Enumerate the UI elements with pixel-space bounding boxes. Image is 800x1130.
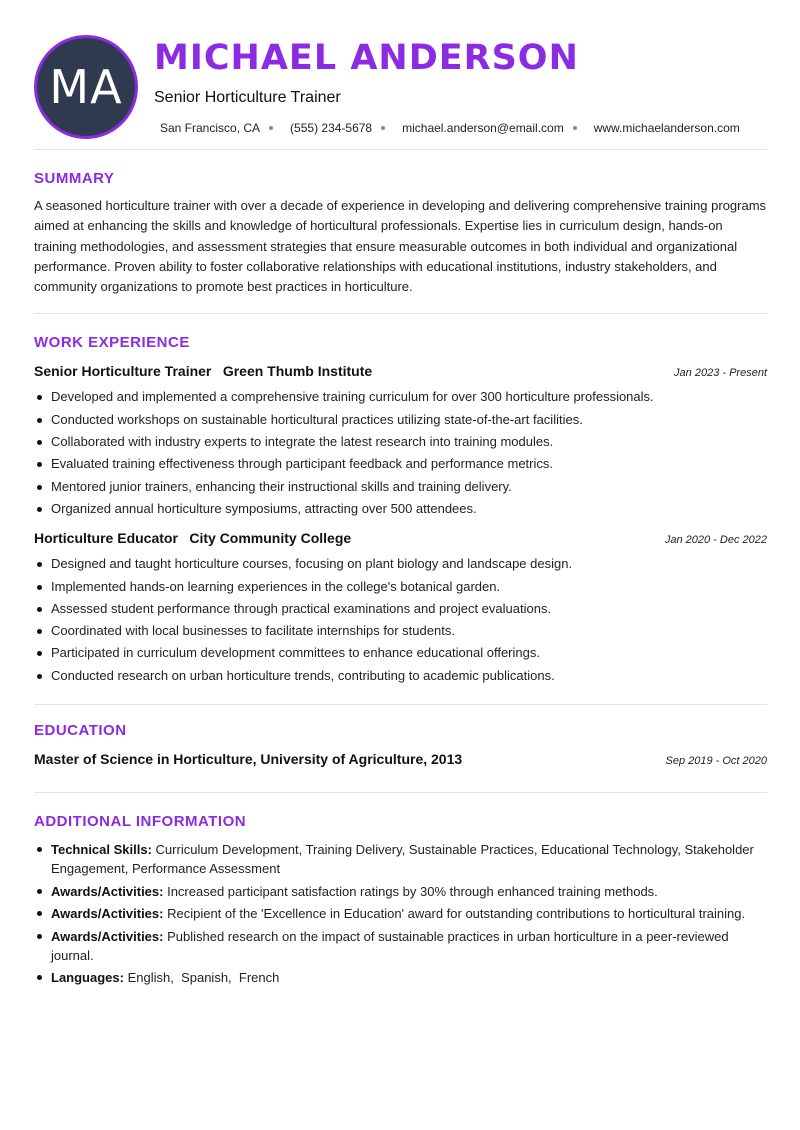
info-label: Awards/Activities: — [51, 906, 164, 922]
summary-section — [34, 150, 767, 314]
contact-bar — [160, 121, 740, 135]
summary-text: A seasoned horticulture trainer with over a decade of experience in developing and delivering comprehensive training programs aimed at enhancing the skills and knowledge of horticultural professionals. Expertise lies in curriculum design, hands-on training methodologies, and assessment strategies that ensure measurable outcomes in both individual and organizational performance. Proven ability to foster collaborative relationships with educational institutions, industry stakeholders, and community organizations to promote best practices in horticulture. — [34, 198, 767, 295]
section-heading: EDUCATION — [34, 722, 127, 740]
list-item: Evaluated training effectiveness through participant feedback and performance metrics. — [34, 453, 767, 475]
resume-header — [34, 0, 767, 150]
list-item — [34, 904, 767, 923]
job-heading — [34, 530, 351, 548]
job-bullets — [34, 553, 767, 687]
education-degree: Master of Science in Horticulture, University of Agriculture, 2013 — [34, 751, 463, 768]
job-heading — [34, 363, 372, 381]
list-item: Organized annual horticulture symposiums, attracting over 500 attendees. — [34, 498, 767, 520]
list-item: Collaborated with industry experts to integrate the latest research into training modules. — [34, 431, 767, 453]
education-dates: Sep 2019 - Oct 2020 — [665, 755, 767, 768]
list-item: Participated in curriculum development committees to enhance educational offerings. — [34, 642, 767, 664]
list-item — [34, 840, 767, 878]
avatar — [34, 35, 138, 139]
job-entry — [34, 363, 767, 520]
info-text: Curriculum Development, Training Delivery, Sustainable Practices, Educational Technology, Stakeholder Engagement, Performance Assessment — [51, 842, 754, 877]
list-item: Conducted research on urban horticulture trends, contributing to academic publications. — [34, 665, 767, 687]
section-heading: SUMMARY — [34, 170, 115, 187]
candidate-title: Senior Horticulture Trainer — [154, 89, 341, 106]
job-role: Senior Horticulture Trainer — [34, 363, 212, 380]
list-item: Implemented hands-on learning experiences in the college's botanical garden. — [34, 576, 767, 598]
job-role: Horticulture Educator — [34, 530, 178, 547]
job-dates: Jan 2023 - Present — [674, 367, 767, 380]
list-item — [34, 968, 767, 987]
contact-website[interactable]: www.michaelanderson.com — [593, 121, 740, 135]
info-text: Increased participant satisfaction ratings by 30% through enhanced training methods. — [167, 883, 658, 899]
list-item: Assessed student performance through practical examinations and project evaluations. — [34, 598, 767, 620]
additional-info-section — [34, 793, 767, 1007]
contact-phone: (555) 234-5678 — [290, 121, 373, 135]
job-bullets — [34, 386, 767, 520]
job-header — [34, 363, 767, 381]
info-text: Recipient of the 'Excellence in Education' award for outstanding contributions to horticultural training. — [167, 906, 746, 922]
work-experience-section — [34, 314, 767, 705]
contact-location: San Francisco, CA — [160, 121, 261, 135]
job-dates: Jan 2020 - Dec 2022 — [664, 534, 767, 547]
job-header — [34, 530, 767, 548]
list-item: Mentored junior trainers, enhancing their instructional skills and training delivery. — [34, 476, 767, 498]
additional-info-list — [34, 840, 767, 987]
section-heading: WORK EXPERIENCE — [34, 334, 190, 352]
info-text: English, Spanish, French — [127, 970, 280, 986]
info-label: Awards/Activities: — [51, 883, 164, 899]
info-label: Technical Skills: — [51, 842, 152, 858]
info-label: Languages: — [51, 970, 124, 986]
contact-email[interactable]: michael.anderson@email.com — [402, 121, 564, 135]
job-company: Green Thumb Institute — [222, 363, 373, 380]
list-item: Designed and taught horticulture courses, focusing on plant biology and landscape design. — [34, 553, 767, 575]
job-company: City Community College — [189, 530, 352, 547]
job-entry — [34, 530, 767, 687]
education-entry — [34, 751, 767, 767]
list-item — [34, 882, 767, 901]
candidate-name: MICHAEL ANDERSON — [154, 38, 579, 78]
separator-dot — [573, 126, 577, 130]
info-label: Awards/Activities: — [51, 928, 164, 944]
list-item — [34, 927, 767, 965]
list-item: Conducted workshops on sustainable horticultural practices utilizing state-of-the-art facilities. — [34, 409, 767, 431]
separator-dot — [381, 126, 385, 130]
avatar-initials: MA — [49, 60, 123, 114]
list-item: Coordinated with local businesses to facilitate internships for students. — [34, 620, 767, 642]
section-heading: ADDITIONAL INFORMATION — [34, 813, 247, 831]
info-text: Published research on the impact of sustainable practices in urban horticulture in a peer-reviewed journal. — [51, 928, 729, 963]
education-section — [34, 705, 767, 793]
list-item: Developed and implemented a comprehensive training curriculum for over 300 horticulture professionals. — [34, 386, 767, 408]
separator-dot — [269, 126, 273, 130]
